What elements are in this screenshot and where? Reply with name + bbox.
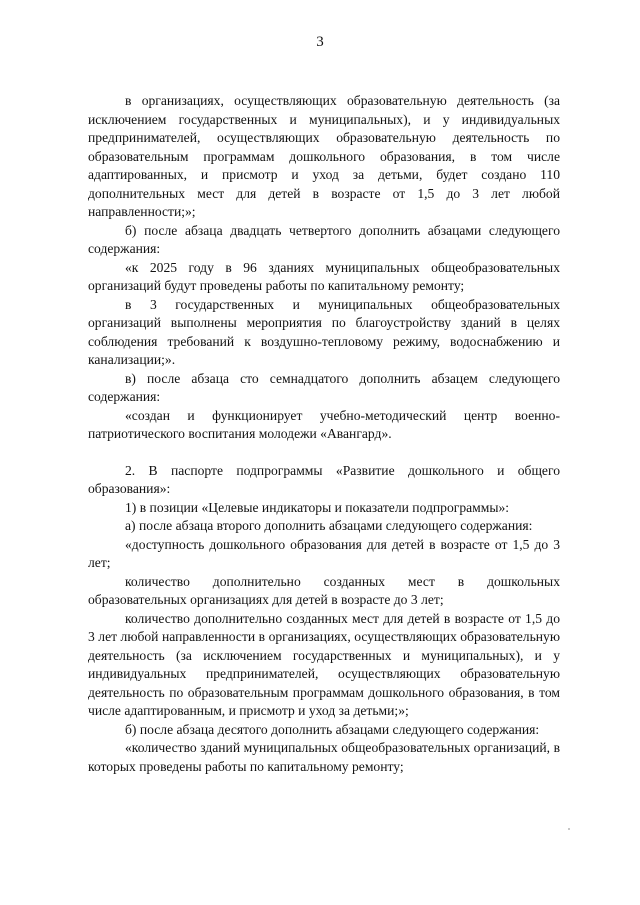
- paragraph: б) после абзаца десятого дополнить абзацами следующего содержания:: [125, 721, 540, 737]
- paragraph: «к 2025 году в 96 зданиях муниципальных общеобразовательных организаций будут проведены работы по капитальному ремонту;: [88, 259, 560, 293]
- page-number: 3: [316, 34, 324, 50]
- paragraph: «количество зданий муниципальных общеобразовательных организаций, в которых проведены работы по капитальному ремонту;: [88, 740, 560, 774]
- paragraph: количество дополнительно созданных мест для детей в возрасте от 1,5 до 3 лет любой направленности в организациях, осуществляющих образовательную деятельность (за исключением государственных и муниципальных), и у индивидуальных предпринимателей, осуществляющих образовательную деятельность по образовательным программам дошкольного образования, в том числе адаптированным, и присмотр и уход за детьми;»;: [88, 610, 560, 718]
- document-body: [88, 92, 560, 776]
- paragraph: в 3 государственных и муниципальных общеобразовательных организаций выполнены мероприятия по благоустройству зданий в целях соблюдения требований к воздушно-тепловому режиму, водоснабжению и канализации;».: [88, 296, 560, 367]
- paragraph: количество дополнительно созданных мест в дошкольных образовательных организациях для детей в возрасте до 3 лет;: [88, 573, 560, 607]
- section-heading: 2. В паспорте подпрограммы «Развитие дошкольного и общего образования»:: [88, 462, 560, 496]
- paragraph: а) после абзаца второго дополнить абзацами следующего содержания:: [125, 518, 533, 533]
- paragraph: б) после абзаца двадцать четвертого дополнить абзацами следующего содержания:: [88, 222, 560, 256]
- paragraph: 1) в позиции «Целевые индикаторы и показатели подпрограммы»:: [125, 499, 510, 515]
- paragraph: «создан и функционирует учебно-методический центр военно-патриотического воспитания молодежи «Авангард».: [88, 407, 560, 441]
- paragraph: в организациях, осуществляющих образовательную деятельность (за исключением государственных и муниципальных), и у индивидуальных предпринимателей, осуществляющих образовательную деятельность по образовательным программам дошкольного образования, в том числе адаптированных, и присмотр и уход за детьми, будет создано 110 дополнительных мест для детей в возрасте от 1,5 до 3 лет любой направленности;»;: [88, 93, 560, 219]
- paragraph: в) после абзаца сто семнадцатого дополнить абзацем следующего содержания:: [88, 370, 560, 404]
- scan-speck: [568, 828, 570, 830]
- paragraph: «доступность дошкольного образования для детей в возрасте от 1,5 до 3 лет;: [88, 536, 560, 570]
